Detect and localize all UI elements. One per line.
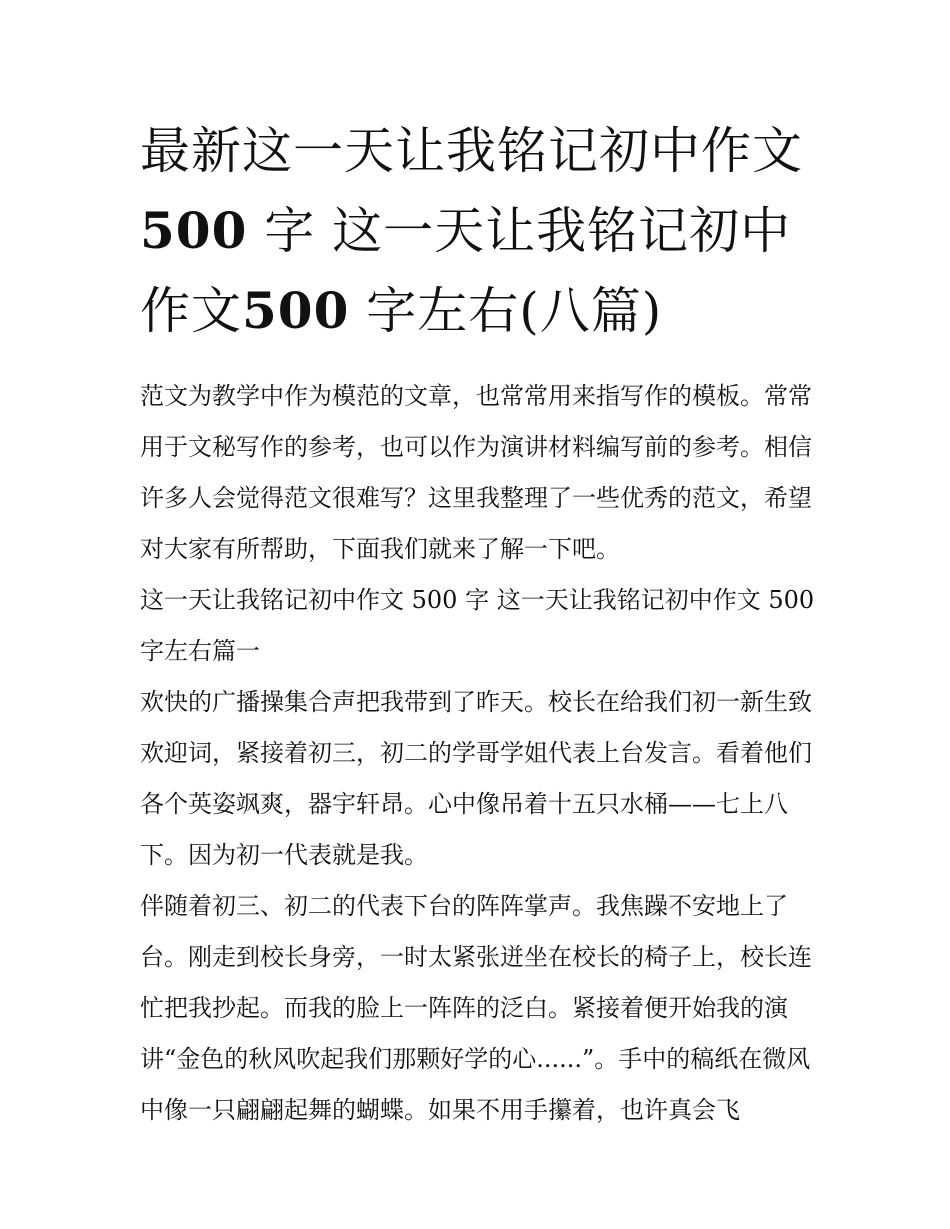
- intro-paragraph: 范文为教学中作为模范的文章，也常常用来指写作的模板。常常用于文秘写作的参考，也可以作为演讲材料编写前的参考。相信许多人会觉得范文很难写？这里我整理了一些优秀的范文，希望对大家有所帮助，下面我们就来了解一下吧。: [140, 382, 812, 563]
- section-heading: 这一天让我铭记初中作文 500 字 这一天让我铭记初中作文 500 字左右篇一: [140, 586, 815, 665]
- body-paragraph: 欢快的广播操集合声把我带到了昨天。校长在给我们初一新生致欢迎词，紧接着初三，初二的学哥学姐代表上台发言。看着他们各个英姿飒爽，器宇轩昂。心中像吊着十五只水桶——七上八下。因为初一代表就是我。: [140, 688, 812, 869]
- title-text-3: 字左右(八篇): [349, 282, 663, 340]
- title-number-2: 500: [242, 281, 350, 340]
- document-body: [140, 371, 816, 1136]
- title-number-1: 500: [140, 201, 248, 260]
- document-title: [140, 112, 816, 351]
- title-text-2: 字 这一天让我铭记初中作文: [140, 202, 792, 340]
- document-page: [140, 112, 816, 1136]
- body-paragraph: 伴随着初三、初二的代表下台的阵阵掌声。我焦躁不安地上了台。刚走到校长身旁，一时太紧张迸坐在校长的椅子上，校长连忙把我抄起。而我的脸上一阵阵的泛白。紧接着便开始我的演讲“金色的秋风吹起我们那颗好学的心......”。手中的稿纸在微风中像一只翩翩起舞的蝴蝶。如果不用手攥着，也许真会飞: [140, 892, 812, 1124]
- title-text-1: 最新这一天让我铭记初中作文: [140, 122, 803, 180]
